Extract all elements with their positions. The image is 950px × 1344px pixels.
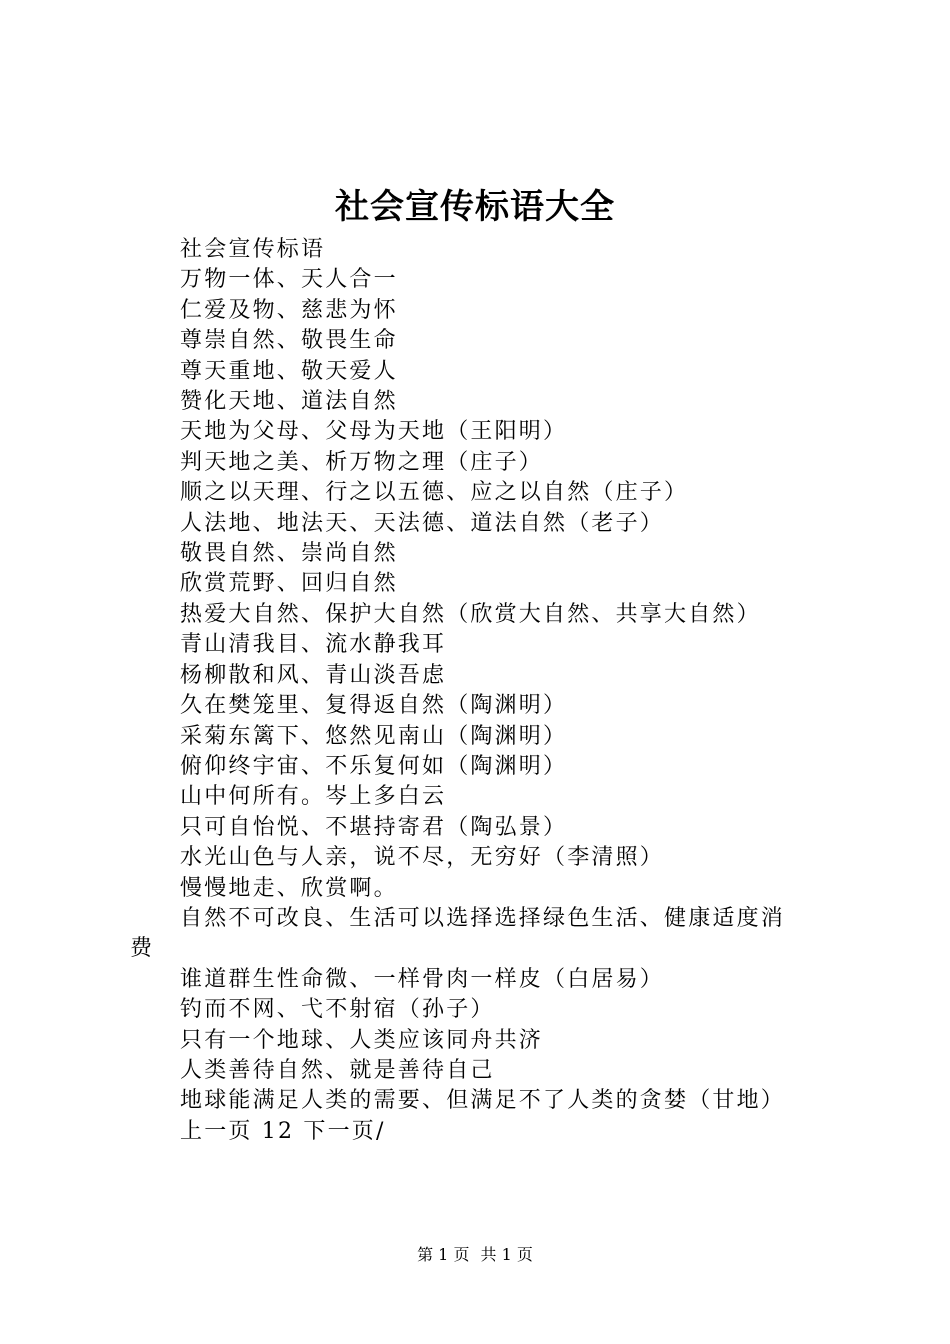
- page-title: 社会宣传标语大全: [335, 187, 615, 227]
- text-line: 人法地、地法天、天法德、道法自然（老子）: [180, 510, 665, 536]
- text-line: 谁道群生性命微、一样骨肉一样皮（白居易）: [180, 966, 665, 992]
- text-line: 山中何所有。岑上多白云: [180, 784, 447, 810]
- text-line: 天地为父母、父母为天地（王阳明）: [180, 419, 568, 445]
- text-line: 热爱大自然、保护大自然（欣赏大自然、共享大自然）: [180, 601, 761, 627]
- document-body: [130, 235, 840, 1147]
- page-total: 共 1 页: [480, 1245, 533, 1264]
- wrapped-text-line: [130, 904, 840, 965]
- pagination-text: 上一页 12 下一页/: [180, 1118, 386, 1144]
- text-line: 只可自怡悦、不堪持寄君（陶弘景）: [180, 814, 568, 840]
- text-line: 社会宣传标语: [180, 237, 326, 262]
- text-line: 尊天重地、敬天爱人: [180, 358, 398, 384]
- text-line: 顺之以天理、行之以五德、应之以自然（庄子）: [180, 480, 689, 506]
- text-line: 俯仰终宇宙、不乐复何如（陶渊明）: [180, 753, 568, 779]
- wrapped-line-rest: 费: [130, 936, 155, 962]
- text-line: 敬畏自然、崇尚自然: [180, 541, 398, 567]
- text-line: 赞化天地、道法自然: [180, 389, 398, 415]
- text-line: 欣赏荒野、回归自然: [180, 571, 398, 597]
- text-line: 判天地之美、析万物之理（庄子）: [180, 449, 544, 475]
- wrapped-line-first: 自然不可改良、生活可以选择选择绿色生活、健康适度消: [180, 905, 786, 931]
- text-line: 慢慢地走、欣赏啊。: [180, 875, 398, 901]
- text-line: 久在樊笼里、复得返自然（陶渊明）: [180, 693, 568, 719]
- text-line: 采菊东篱下、悠然见南山（陶渊明）: [180, 723, 568, 749]
- text-line: 仁爱及物、慈悲为怀: [180, 297, 398, 323]
- text-line: 青山清我目、流水静我耳: [180, 632, 447, 658]
- text-line: 地球能满足人类的需要、但满足不了人类的贪婪（甘地）: [180, 1088, 786, 1114]
- text-line: 人类善待自然、就是善待自己: [180, 1057, 495, 1083]
- text-line: 杨柳散和风、青山淡吾虑: [180, 662, 447, 688]
- text-line: 水光山色与人亲，说不尽，无穷好（李清照）: [180, 845, 665, 871]
- text-line: 只有一个地球、人类应该同舟共济: [180, 1027, 544, 1053]
- page-number: 第 1 页: [417, 1245, 470, 1264]
- text-line: 钓而不网、弋不射宿（孙子）: [180, 997, 495, 1023]
- text-line: 尊崇自然、敬畏生命: [180, 328, 398, 354]
- text-line: 万物一体、天人合一: [180, 267, 398, 293]
- page-footer: [0, 1243, 950, 1267]
